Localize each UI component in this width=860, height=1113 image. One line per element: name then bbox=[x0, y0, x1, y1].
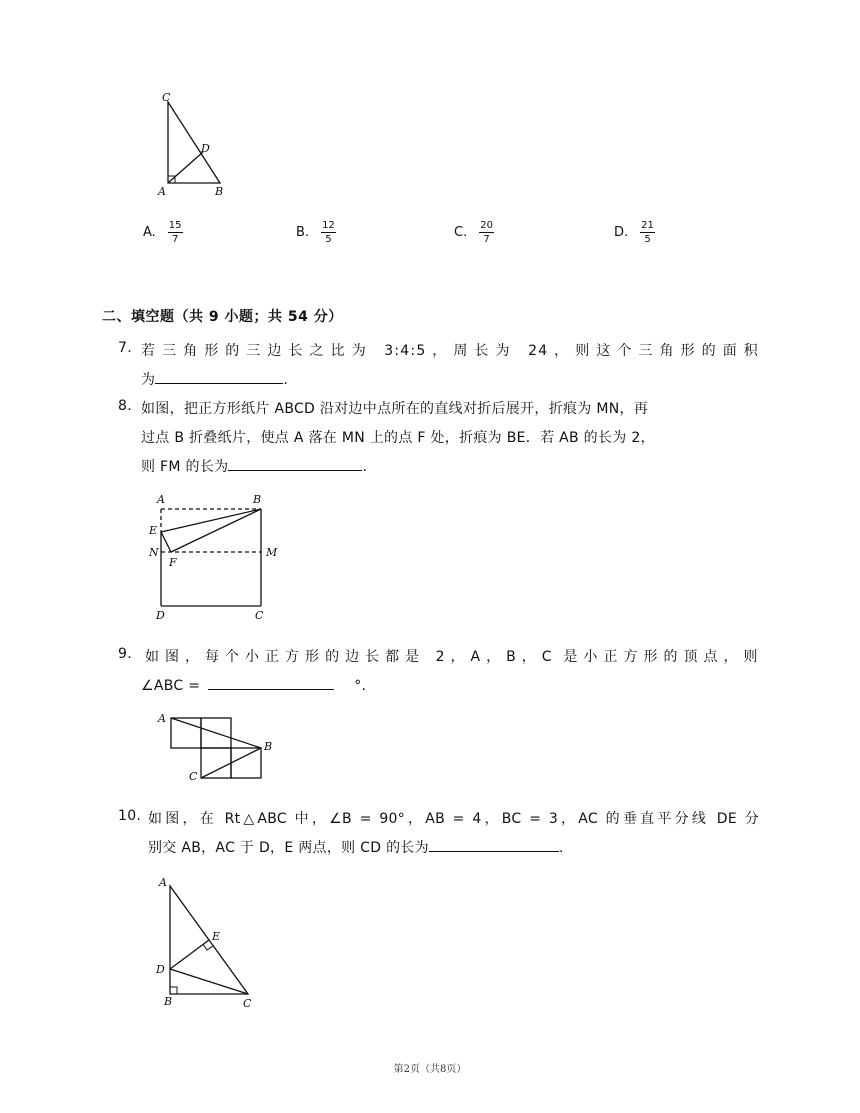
q10-right-angle-mark-b bbox=[170, 987, 177, 994]
q6-option-d[interactable] bbox=[614, 220, 655, 245]
q9-label-b: B bbox=[264, 740, 273, 753]
q8-segment-ef bbox=[161, 532, 171, 552]
q10-figure bbox=[150, 872, 270, 1012]
q10-label-a: A bbox=[159, 876, 167, 889]
q9-label-c: C bbox=[189, 770, 198, 783]
q8-text-line2: 过点 B 折叠纸片，使点 A 落在 MN 上的点 F 处，折痕为 BE．若 AB 的长为 2， bbox=[141, 430, 655, 446]
q6-option-d-fraction: $\frac{21}{5}$ bbox=[641, 220, 654, 245]
q10-label-d: D bbox=[156, 963, 165, 976]
q6-option-d-letter: D. bbox=[614, 225, 629, 240]
q9-text-line1: 如图，每个小正方形的边长都是 2，A，B，C 是小正方形的顶点，则 bbox=[145, 649, 759, 665]
q7-text-suffix: . bbox=[283, 372, 289, 388]
q8-label-m: M bbox=[266, 546, 278, 559]
q6-figure bbox=[155, 92, 235, 202]
q8-figure bbox=[145, 492, 285, 624]
q9-figure bbox=[155, 710, 285, 786]
q6-option-a-letter: A. bbox=[143, 225, 156, 240]
q6-option-a[interactable] bbox=[143, 220, 183, 245]
q7-text-prefix: 为 bbox=[141, 372, 156, 388]
q6-label-d: D bbox=[201, 142, 210, 155]
q6-triangle bbox=[168, 102, 220, 183]
q8-label-n: N bbox=[149, 546, 159, 559]
q10-text-suffix: . bbox=[558, 840, 564, 856]
q6-label-a: A bbox=[158, 185, 166, 198]
q8-segment-fb bbox=[171, 509, 261, 552]
q6-option-c[interactable] bbox=[454, 220, 494, 245]
q8-label-d: D bbox=[156, 609, 165, 622]
q10-label-b: B bbox=[164, 995, 173, 1008]
q7-number: 7. bbox=[118, 340, 132, 356]
section-title: 二、填空题（共 9 小题；共 54 分） bbox=[102, 309, 343, 325]
q10-text-prefix: 别交 AB，AC 于 D，E 两点，则 CD 的长为 bbox=[148, 840, 429, 856]
q10-label-e: E bbox=[212, 930, 221, 943]
q9-answer-blank[interactable] bbox=[208, 675, 334, 690]
q6-option-b[interactable] bbox=[296, 220, 336, 245]
q10-text-line1: 如图，在 Rt△ABC 中，∠B = 90°，AB = 4，BC = 3，AC 的垂直平分线 DE 分 bbox=[148, 811, 759, 827]
q9-grid-square bbox=[231, 748, 261, 778]
page-footer: 第2页（共8页） bbox=[393, 1064, 467, 1075]
q6-option-c-fraction: $\frac{20}{7}$ bbox=[480, 220, 493, 245]
q7-answer-blank[interactable] bbox=[155, 369, 283, 384]
q6-option-c-letter: C. bbox=[454, 225, 468, 240]
q8-answer-blank[interactable] bbox=[228, 456, 362, 471]
q7-text-line1: 若三角形的三边长之比为 3:4:5，周长为 24，则这个三角形的面积 bbox=[141, 343, 759, 359]
q6-label-b: B bbox=[215, 185, 224, 198]
q8-label-f: F bbox=[169, 556, 177, 569]
q8-label-a: A bbox=[157, 493, 165, 506]
q8-text-suffix: . bbox=[362, 459, 368, 475]
q8-label-e: E bbox=[149, 524, 158, 537]
q8-number: 8. bbox=[118, 398, 132, 414]
q8-label-c: C bbox=[255, 609, 264, 622]
q6-option-b-fraction: $\frac{12}{5}$ bbox=[322, 220, 335, 245]
q10-line2 bbox=[148, 837, 564, 857]
q10-label-c: C bbox=[243, 997, 252, 1010]
q6-option-a-fraction: $\frac{15}{7}$ bbox=[168, 220, 182, 245]
q8-text-line1: 如图，把正方形纸片 ABCD 沿对边中点所在的直线对折后展开，折痕为 MN，再 bbox=[141, 401, 649, 417]
q9-segment-ab bbox=[171, 718, 261, 748]
q9-text-suffix: °. bbox=[354, 678, 367, 694]
q8-crease-be bbox=[161, 509, 261, 532]
q10-segment-dc bbox=[170, 969, 248, 994]
q6-option-b-letter: B. bbox=[296, 225, 310, 240]
q9-grid-square bbox=[201, 748, 231, 778]
q10-number: 10. bbox=[118, 808, 142, 824]
q9-text-prefix: ∠ABC = bbox=[141, 678, 201, 694]
q9-label-a: A bbox=[158, 712, 166, 725]
q9-line2 bbox=[141, 675, 366, 694]
q10-right-angle-mark-e bbox=[203, 944, 213, 950]
q7-line2 bbox=[141, 369, 288, 389]
q8-label-b: B bbox=[253, 493, 262, 506]
q6-label-c: C bbox=[162, 91, 171, 104]
q6-altitude bbox=[168, 152, 203, 183]
q10-answer-blank[interactable] bbox=[429, 837, 559, 852]
q9-number: 9. bbox=[118, 646, 132, 662]
q8-line3 bbox=[141, 456, 367, 476]
q8-text-prefix: 则 FM 的长为 bbox=[141, 459, 229, 475]
